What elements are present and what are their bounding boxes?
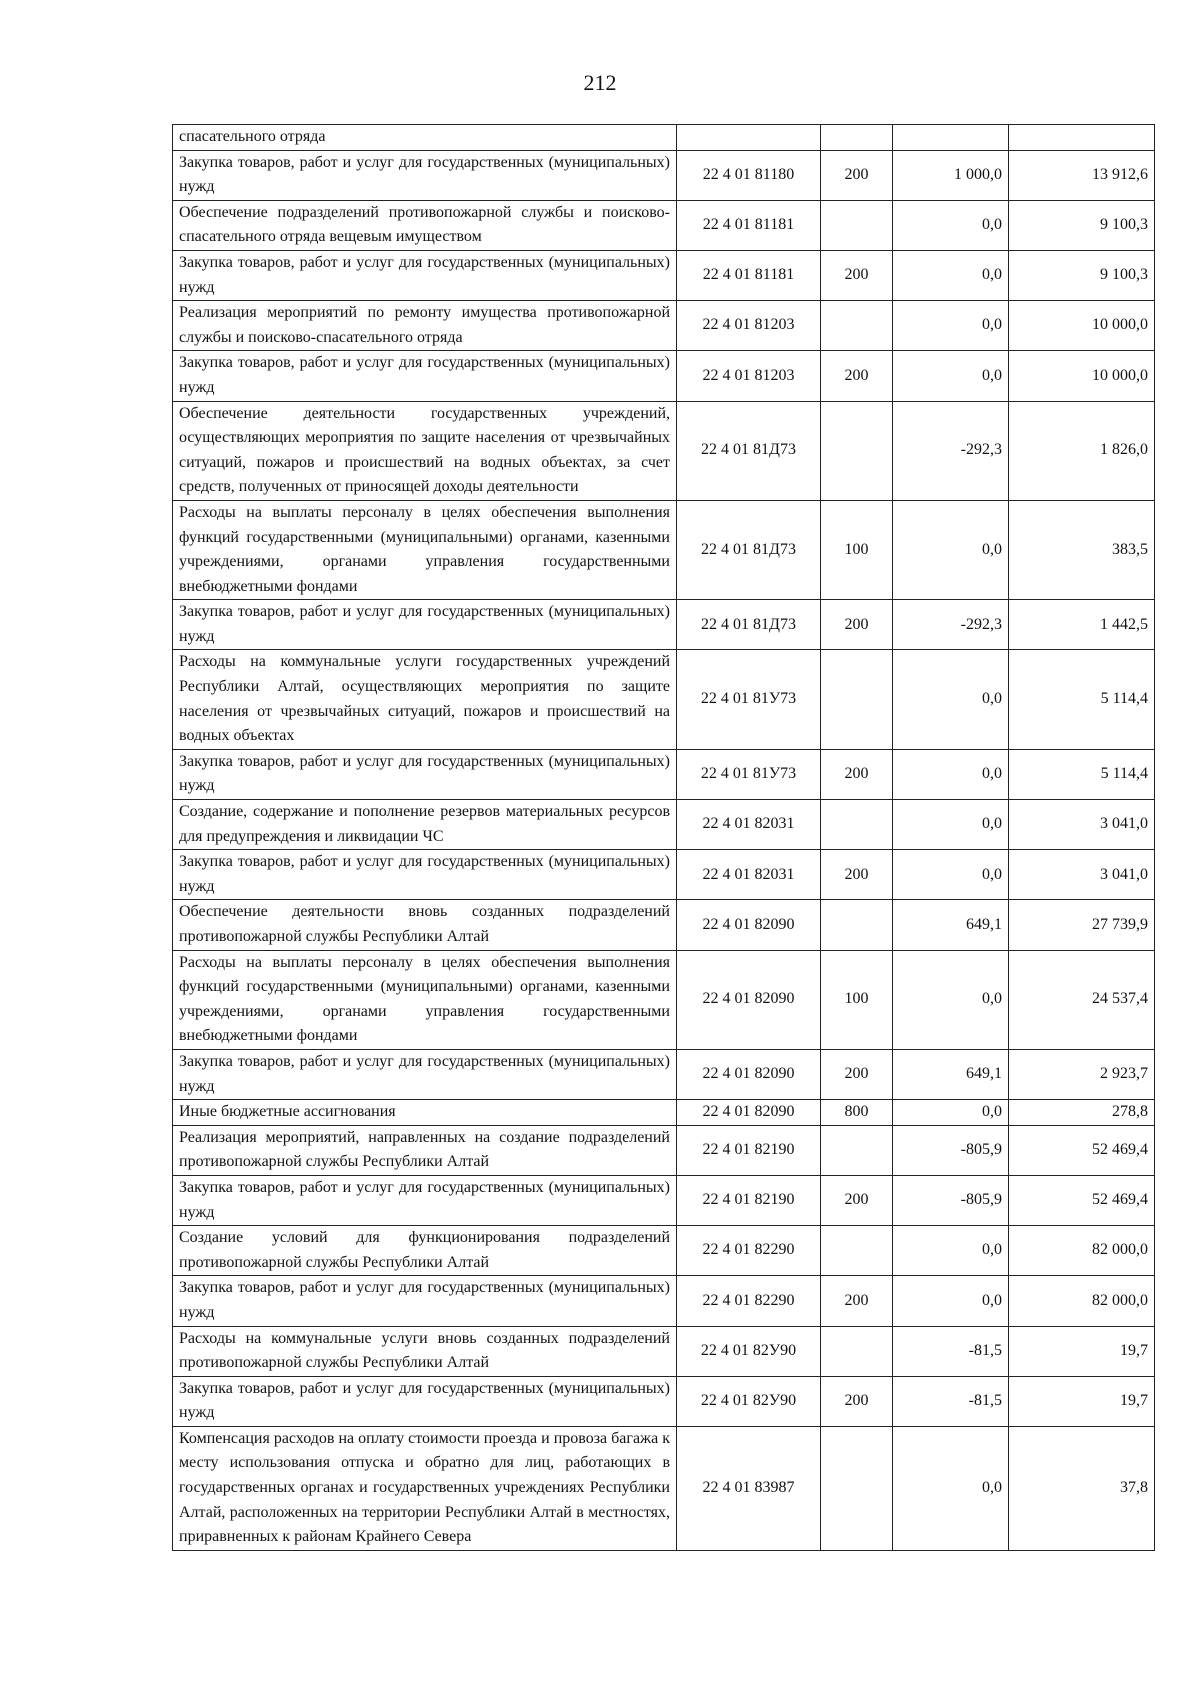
row-total: 37,8 xyxy=(1009,1426,1155,1550)
table-row xyxy=(173,125,1155,151)
row-expense-type xyxy=(821,125,893,151)
row-name: Закупка товаров, работ и услуг для государственных (муниципальных) нужд xyxy=(173,749,677,799)
row-change: 0,0 xyxy=(893,301,1009,351)
row-name: Закупка товаров, работ и услуг для государственных (муниципальных) нужд xyxy=(173,150,677,200)
row-code xyxy=(677,125,821,151)
table-row xyxy=(173,1049,1155,1099)
row-change: 649,1 xyxy=(893,1049,1009,1099)
row-expense-type: 100 xyxy=(821,500,893,599)
row-total: 19,7 xyxy=(1009,1376,1155,1426)
table-row xyxy=(173,250,1155,300)
row-name: Закупка товаров, работ и услуг для государственных (муниципальных) нужд xyxy=(173,1376,677,1426)
row-expense-type xyxy=(821,200,893,250)
table-row xyxy=(173,1376,1155,1426)
row-expense-type xyxy=(821,650,893,749)
row-expense-type: 200 xyxy=(821,250,893,300)
page-number: 212 xyxy=(583,70,617,95)
row-code: 22 4 01 81203 xyxy=(677,301,821,351)
row-expense-type xyxy=(821,301,893,351)
row-code: 22 4 01 81181 xyxy=(677,200,821,250)
table-row xyxy=(173,351,1155,401)
row-total: 52 469,4 xyxy=(1009,1175,1155,1225)
row-code: 22 4 01 82У90 xyxy=(677,1326,821,1376)
row-name: Создание, содержание и пополнение резервов материальных ресурсов для предупреждения и ликвидации ЧС xyxy=(173,800,677,850)
row-change: 0,0 xyxy=(893,351,1009,401)
row-total: 5 114,4 xyxy=(1009,749,1155,799)
table-row xyxy=(173,1326,1155,1376)
row-expense-type: 200 xyxy=(821,1049,893,1099)
row-change: 0,0 xyxy=(893,850,1009,900)
row-name: Реализация мероприятий, направленных на создание подразделений противопожарной службы Республики Алтай xyxy=(173,1125,677,1175)
row-expense-type xyxy=(821,1426,893,1550)
row-name: Иные бюджетные ассигнования xyxy=(173,1100,677,1126)
table-row xyxy=(173,500,1155,599)
row-change xyxy=(893,125,1009,151)
table-row xyxy=(173,150,1155,200)
row-total: 3 041,0 xyxy=(1009,850,1155,900)
row-total: 10 000,0 xyxy=(1009,351,1155,401)
row-code: 22 4 01 82031 xyxy=(677,800,821,850)
row-code: 22 4 01 81203 xyxy=(677,351,821,401)
row-code: 22 4 01 81181 xyxy=(677,250,821,300)
row-change: 649,1 xyxy=(893,900,1009,950)
row-expense-type: 200 xyxy=(821,1276,893,1326)
row-change: 0,0 xyxy=(893,749,1009,799)
row-name: Реализация мероприятий по ремонту имущества противопожарной службы и поисково-спасательного отряда xyxy=(173,301,677,351)
row-total: 82 000,0 xyxy=(1009,1276,1155,1326)
row-total: 278,8 xyxy=(1009,1100,1155,1126)
table-row xyxy=(173,800,1155,850)
row-total: 1 442,5 xyxy=(1009,600,1155,650)
row-total: 1 826,0 xyxy=(1009,401,1155,500)
row-change: 0,0 xyxy=(893,650,1009,749)
table-row xyxy=(173,301,1155,351)
row-name: Закупка товаров, работ и услуг для государственных (муниципальных) нужд xyxy=(173,1175,677,1225)
row-name: Обеспечение деятельности государственных учреждений, осуществляющих мероприятия по защите населения от чрезвычайных ситуаций, пожаров и происшествий на водных объектах, за счет средств, полученных от приносящей доходы деятельности xyxy=(173,401,677,500)
table-row xyxy=(173,650,1155,749)
row-name: Закупка товаров, работ и услуг для государственных (муниципальных) нужд xyxy=(173,1049,677,1099)
row-code: 22 4 01 82090 xyxy=(677,950,821,1049)
row-change: -81,5 xyxy=(893,1376,1009,1426)
row-code: 22 4 01 81180 xyxy=(677,150,821,200)
row-code: 22 4 01 83987 xyxy=(677,1426,821,1550)
row-code: 22 4 01 81Д73 xyxy=(677,500,821,599)
table-row xyxy=(173,1100,1155,1126)
row-total: 5 114,4 xyxy=(1009,650,1155,749)
table-row xyxy=(173,850,1155,900)
row-expense-type xyxy=(821,1125,893,1175)
table-row xyxy=(173,900,1155,950)
row-total: 3 041,0 xyxy=(1009,800,1155,850)
row-code: 22 4 01 82290 xyxy=(677,1276,821,1326)
row-change: -292,3 xyxy=(893,600,1009,650)
row-change: 0,0 xyxy=(893,800,1009,850)
row-code: 22 4 01 82031 xyxy=(677,850,821,900)
row-code: 22 4 01 82190 xyxy=(677,1175,821,1225)
row-expense-type xyxy=(821,900,893,950)
row-expense-type xyxy=(821,401,893,500)
table-row xyxy=(173,950,1155,1049)
row-expense-type: 200 xyxy=(821,351,893,401)
row-expense-type: 200 xyxy=(821,749,893,799)
row-change: 0,0 xyxy=(893,1100,1009,1126)
row-total: 9 100,3 xyxy=(1009,200,1155,250)
row-name: Расходы на выплаты персоналу в целях обеспечения выполнения функций государственными (муниципальными) органами, казенными учреждениями, органами управления государственными внебюджетными фондами xyxy=(173,500,677,599)
table-row xyxy=(173,1426,1155,1550)
row-expense-type xyxy=(821,1326,893,1376)
row-change: 0,0 xyxy=(893,1276,1009,1326)
row-code: 22 4 01 81У73 xyxy=(677,749,821,799)
table-row xyxy=(173,200,1155,250)
row-total: 383,5 xyxy=(1009,500,1155,599)
table-row xyxy=(173,600,1155,650)
row-name: Обеспечение подразделений противопожарной службы и поисково-спасательного отряда вещевым имуществом xyxy=(173,200,677,250)
row-change: 0,0 xyxy=(893,250,1009,300)
row-code: 22 4 01 82090 xyxy=(677,1100,821,1126)
budget-table xyxy=(172,124,1155,1551)
table-row xyxy=(173,1226,1155,1276)
row-change: -81,5 xyxy=(893,1326,1009,1376)
table-row xyxy=(173,1175,1155,1225)
table-row xyxy=(173,1276,1155,1326)
row-total: 13 912,6 xyxy=(1009,150,1155,200)
row-code: 22 4 01 81Д73 xyxy=(677,401,821,500)
row-expense-type: 800 xyxy=(821,1100,893,1126)
table-row xyxy=(173,401,1155,500)
row-code: 22 4 01 82090 xyxy=(677,900,821,950)
row-expense-type xyxy=(821,800,893,850)
row-name: Обеспечение деятельности вновь созданных подразделений противопожарной службы Республики Алтай xyxy=(173,900,677,950)
row-name: Закупка товаров, работ и услуг для государственных (муниципальных) нужд xyxy=(173,1276,677,1326)
row-expense-type: 200 xyxy=(821,600,893,650)
row-code: 22 4 01 82090 xyxy=(677,1049,821,1099)
row-code: 22 4 01 82290 xyxy=(677,1226,821,1276)
row-total: 10 000,0 xyxy=(1009,301,1155,351)
row-change: 0,0 xyxy=(893,500,1009,599)
row-total: 82 000,0 xyxy=(1009,1226,1155,1276)
row-name: спасательного отряда xyxy=(173,125,677,151)
row-total: 27 739,9 xyxy=(1009,900,1155,950)
row-name: Закупка товаров, работ и услуг для государственных (муниципальных) нужд xyxy=(173,850,677,900)
row-expense-type: 200 xyxy=(821,1175,893,1225)
row-expense-type: 100 xyxy=(821,950,893,1049)
row-expense-type: 200 xyxy=(821,1376,893,1426)
row-expense-type xyxy=(821,1226,893,1276)
row-change: -292,3 xyxy=(893,401,1009,500)
budget-table-body xyxy=(173,125,1155,1551)
row-name: Создание условий для функционирования подразделений противопожарной службы Республики Алтай xyxy=(173,1226,677,1276)
row-code: 22 4 01 81У73 xyxy=(677,650,821,749)
row-change: -805,9 xyxy=(893,1175,1009,1225)
row-total: 24 537,4 xyxy=(1009,950,1155,1049)
row-change: 0,0 xyxy=(893,1426,1009,1550)
row-change: 0,0 xyxy=(893,950,1009,1049)
row-change: 0,0 xyxy=(893,1226,1009,1276)
table-row xyxy=(173,1125,1155,1175)
row-name: Компенсация расходов на оплату стоимости проезда и провоза багажа к месту использования отпуска и обратно для лиц, работающих в государственных органах и государственных учреждениях Республики Алтай, расположенных на территории Республики Алтай в местностях, приравненных к районам Крайнего Севера xyxy=(173,1426,677,1550)
row-name: Закупка товаров, работ и услуг для государственных (муниципальных) нужд xyxy=(173,600,677,650)
row-total: 19,7 xyxy=(1009,1326,1155,1376)
row-expense-type: 200 xyxy=(821,150,893,200)
row-code: 22 4 01 82190 xyxy=(677,1125,821,1175)
row-total xyxy=(1009,125,1155,151)
row-name: Закупка товаров, работ и услуг для государственных (муниципальных) нужд xyxy=(173,351,677,401)
row-total: 52 469,4 xyxy=(1009,1125,1155,1175)
row-change: 1 000,0 xyxy=(893,150,1009,200)
row-code: 22 4 01 81Д73 xyxy=(677,600,821,650)
row-name: Расходы на коммунальные услуги вновь созданных подразделений противопожарной службы Республики Алтай xyxy=(173,1326,677,1376)
row-name: Расходы на коммунальные услуги государственных учреждений Республики Алтай, осуществляющих мероприятия по защите населения от чрезвычайных ситуаций, пожаров и происшествий на водных объектах xyxy=(173,650,677,749)
row-name: Закупка товаров, работ и услуг для государственных (муниципальных) нужд xyxy=(173,250,677,300)
row-code: 22 4 01 82У90 xyxy=(677,1376,821,1426)
row-name: Расходы на выплаты персоналу в целях обеспечения выполнения функций государственными (муниципальными) органами, казенными учреждениями, органами управления государственными внебюджетными фондами xyxy=(173,950,677,1049)
row-change: 0,0 xyxy=(893,200,1009,250)
table-row xyxy=(173,749,1155,799)
row-change: -805,9 xyxy=(893,1125,1009,1175)
row-total: 9 100,3 xyxy=(1009,250,1155,300)
row-expense-type: 200 xyxy=(821,850,893,900)
row-total: 2 923,7 xyxy=(1009,1049,1155,1099)
